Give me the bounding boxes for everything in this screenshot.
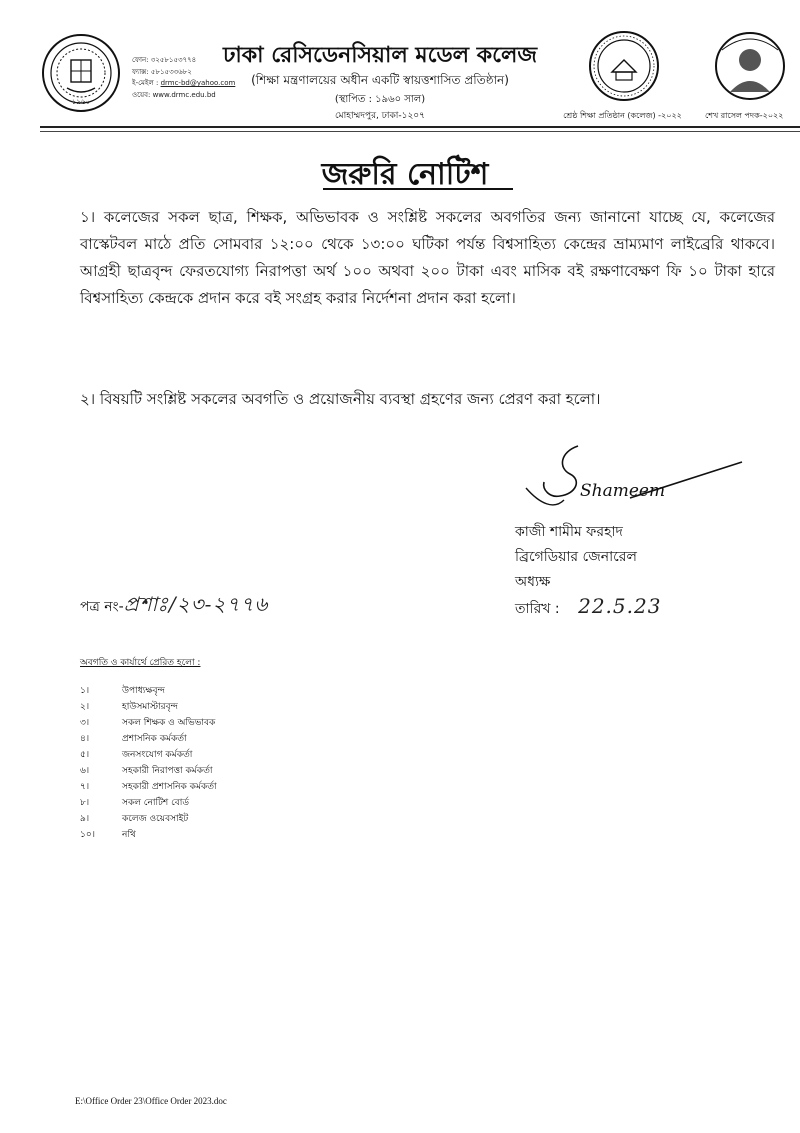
established-year: (স্থাপিত : ১৯৬০ সাল) xyxy=(334,94,426,105)
list-item: ২। হাউসমাস্টারবৃন্দ xyxy=(80,702,178,712)
email-link[interactable]: drmc-bd@yahoo.com xyxy=(160,79,236,87)
logo-year: ১৯৬০ xyxy=(71,98,91,106)
list-item: ১০। নথি xyxy=(80,830,136,840)
notice-title: জরুরি নোটিশ xyxy=(321,157,489,192)
college-address: মোহাম্মদপুর, ঢাকা-১২০৭ xyxy=(334,111,426,121)
signatory-rank: ব্রিগেডিয়ার জেনারেল xyxy=(515,549,637,565)
signatory-post: অধ্যক্ষ xyxy=(515,574,551,590)
list-item: ৫। জনসংযোগ কর্মকর্তা xyxy=(80,750,193,760)
award-seal-icon xyxy=(588,30,660,102)
phone-text: ফোন: ৩২৫৮১৫৩৭৭৪ xyxy=(132,56,197,64)
list-item: ৬। সহকারী নিরাপত্তা কর্মকর্তা xyxy=(80,766,213,776)
list-item: ৪। প্রশাসনিক কর্মকর্তা xyxy=(80,734,187,744)
list-item: ১। উপাধ্যক্ষবৃন্দ xyxy=(80,686,165,696)
signature-mark xyxy=(520,438,750,518)
list-item: ৯। কলেজ ওয়েবসাইট xyxy=(80,814,189,824)
reference-value: প্রশাঃ/২৩-২৭৭৬ xyxy=(123,592,269,616)
header-divider xyxy=(40,126,800,128)
list-item: ৩। সকল শিক্ষক ও অভিভাবক xyxy=(80,718,216,728)
issue-date xyxy=(515,594,661,621)
title-underline xyxy=(323,188,513,190)
portrait-medal-icon xyxy=(712,30,788,102)
fax-text: ফ্যাক্স: ৫৮১৫৩৩৬৮২ xyxy=(132,67,192,76)
list-item: ৭। সহকারী প্রশাসনিক কর্মকর্তা xyxy=(80,782,217,792)
award2-caption: শেখ রাসেল পদক-২০২২ xyxy=(705,111,784,120)
reference-number xyxy=(80,590,268,623)
award1-caption: শ্রেষ্ঠ শিক্ষা প্রতিষ্ঠান (কলেজ) -২০২২ xyxy=(563,111,682,120)
email-label: ই-মেইল : xyxy=(132,79,161,87)
header-divider-thin xyxy=(40,131,800,132)
website-text: ওয়েব: www.drmc.edu.bd xyxy=(132,90,216,99)
signatory-name: কাজী শামীম ফরহাদ xyxy=(515,524,623,540)
date-value: 22.5.23 xyxy=(578,594,662,618)
file-path-footer: E:\Office Order 23\Office Order 2023.doc xyxy=(75,1096,227,1106)
college-logo xyxy=(40,32,122,114)
distribution-list xyxy=(80,683,217,843)
signature-text: Shameem xyxy=(580,481,666,501)
notice-paragraph-2: ২। বিষয়টি সংশ্লিষ্ট সকলের অবগতি ও প্রয়োজনীয় ব্যবস্থা গ্রহণের জন্য প্রেরণ করা হলো। xyxy=(80,390,601,408)
distribution-heading: অবগতি ও কার্যার্থে প্রেরিত হলো : xyxy=(80,658,201,668)
date-label: তারিখ : xyxy=(515,601,560,617)
list-item: ৮। সকল নোটিশ বোর্ড xyxy=(80,798,190,808)
college-subtitle: (শিক্ষা মন্ত্রণালয়ের অধীন একটি স্বায়ত্তশাসিত প্রতিষ্ঠান) xyxy=(251,73,509,87)
college-name: ঢাকা রেসিডেনসিয়াল মডেল কলেজ xyxy=(222,43,538,68)
notice-paragraph-1: ১। কলেজের সকল ছাত্র, শিক্ষক, অভিভাবক ও সংশ্লিষ্ট সকলের অবগতির জন্য জানানো যাচ্ছে যে, কলেজের বাস্কেটবল মাঠে প্রতি সোমবার ১২:০০ থেকে ১৩:০০ ঘটিকা পর্যন্ত বিশ্বসাহিত্য কেন্দ্রের ভ্রাম্যমাণ লাইব্রেরি থাকবে। আগ্রহী ছাত্রবৃন্দ ফেরতযোগ্য নিরাপত্তা অর্থ ১০০ অথবা ২০০ টাকা এবং মাসিক বই রক্ষণাবেক্ষণ ফি ১০ টাকা হারে বিশ্বসাহিত্য কেন্দ্রকে প্রদান করে বই সংগ্রহ করার নির্দেশনা প্রদান করা হলো। xyxy=(80,208,775,307)
reference-label: পত্র নং- xyxy=(80,599,124,615)
